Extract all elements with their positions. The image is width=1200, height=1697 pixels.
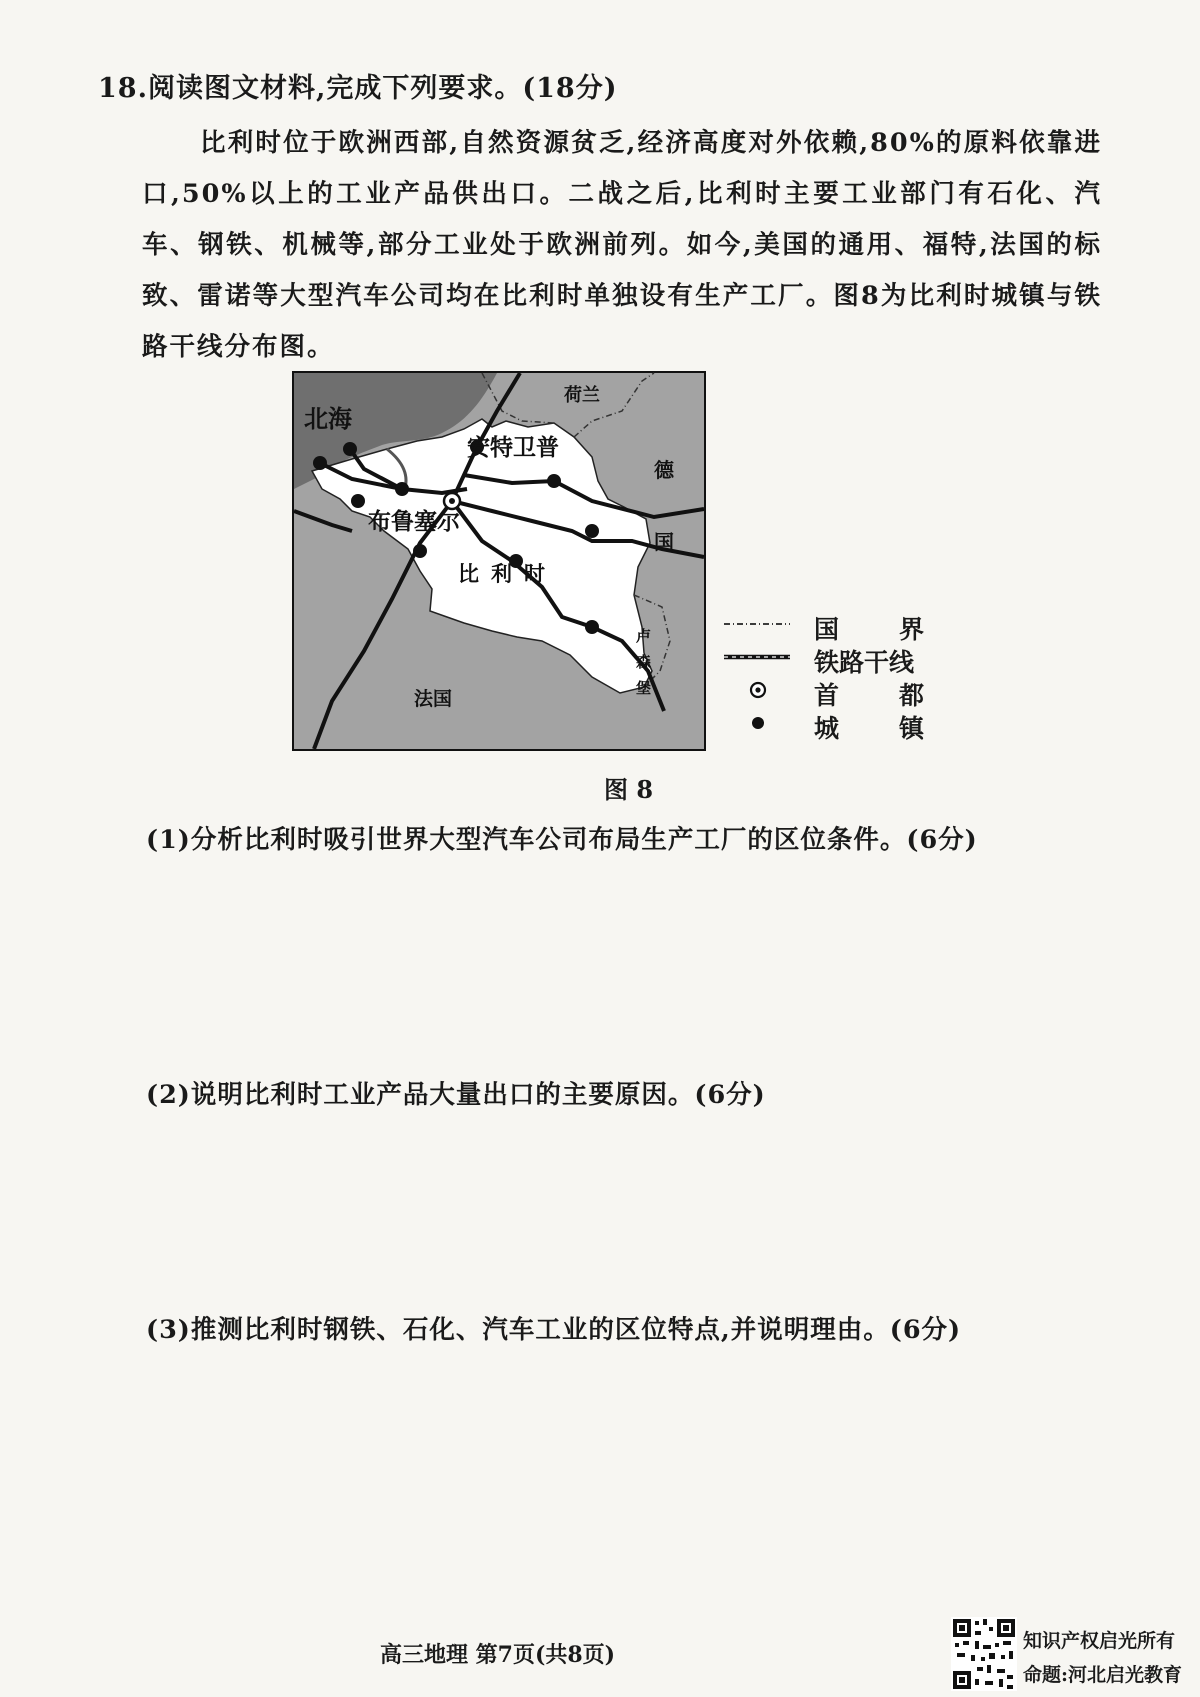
label-netherlands: 荷兰 (564, 385, 600, 406)
belgium-map (292, 371, 706, 751)
label-north-sea: 北海 (304, 404, 352, 433)
legend-railway (722, 641, 922, 677)
label-antwerp: 安特卫普 (467, 434, 559, 461)
town-2 (343, 442, 357, 456)
legend-capital (722, 674, 924, 710)
question-title: 18.阅读图文材料,完成下列要求。(18分) (98, 73, 618, 104)
town-4 (547, 474, 561, 488)
legend-town-char-1: 城 (814, 714, 840, 743)
legend-railway-label: 铁路干线 (814, 648, 915, 677)
town-6 (413, 544, 427, 558)
ipr-notice: 知识产权启光所有 (1023, 1630, 1176, 1652)
railway-symbol (722, 641, 792, 674)
capital-brussels-symbol (444, 493, 460, 509)
sub-question-3: (3)推测比利时钢铁、石化、汽车工业的区位特点,并说明理由。(6分) (146, 1315, 962, 1345)
qr-code-icon (951, 1617, 1017, 1691)
label-luxembourg-3: 堡 (636, 679, 652, 697)
sub-question-1: (1)分析比利时吸引世界大型汽车公司布局生产工厂的区位条件。(6分) (146, 825, 978, 855)
label-luxembourg-1: 卢 (636, 627, 652, 645)
town-5 (585, 524, 599, 538)
label-germany-2: 国 (654, 530, 674, 554)
sub-question-2: (2)说明比利时工业产品大量出口的主要原因。(6分) (146, 1080, 766, 1110)
map-legend (722, 608, 924, 743)
label-france: 法国 (414, 688, 453, 710)
legend-town-char-2: 镇 (898, 714, 924, 743)
legend-border-char-1: 国 (814, 615, 840, 644)
town-1 (313, 456, 327, 470)
label-belgium: 比利时 (458, 561, 557, 586)
label-germany-1: 德 (654, 458, 674, 482)
town-symbol (722, 707, 792, 740)
border-symbol (722, 608, 792, 641)
label-luxembourg-2: 森 (636, 653, 652, 671)
ipr-author: 命题:河北启光教育 (1023, 1664, 1183, 1686)
figure-caption: 图 8 (604, 775, 654, 804)
passage-text: 比利时位于欧洲西部,自然资源贫乏,经济高度对外依赖,80%的原料依靠进口,50%以上的工业产品供出口。二战之后,比利时主要工业部门有石化、汽车、钢铁、机械等,部分工业处于欧洲前列。如今,美国的通用、福特,法国的标致、雷诺等大型汽车公司均在比利时单独设有生产工厂。图8为比利时城镇与铁路干线分布图。 (142, 128, 1102, 362)
legend-border (722, 608, 924, 644)
page-footer: 高三地理 第7页(共8页) (380, 1642, 616, 1668)
town-9 (585, 620, 599, 634)
town-7 (351, 494, 365, 508)
capital-symbol (722, 674, 792, 707)
legend-town (722, 707, 924, 743)
town-3 (395, 482, 409, 496)
legend-capital-char-2: 都 (898, 681, 924, 710)
label-brussels: 布鲁塞尔 (368, 508, 460, 535)
legend-capital-char-1: 首 (814, 681, 840, 710)
legend-border-char-2: 界 (898, 615, 924, 644)
